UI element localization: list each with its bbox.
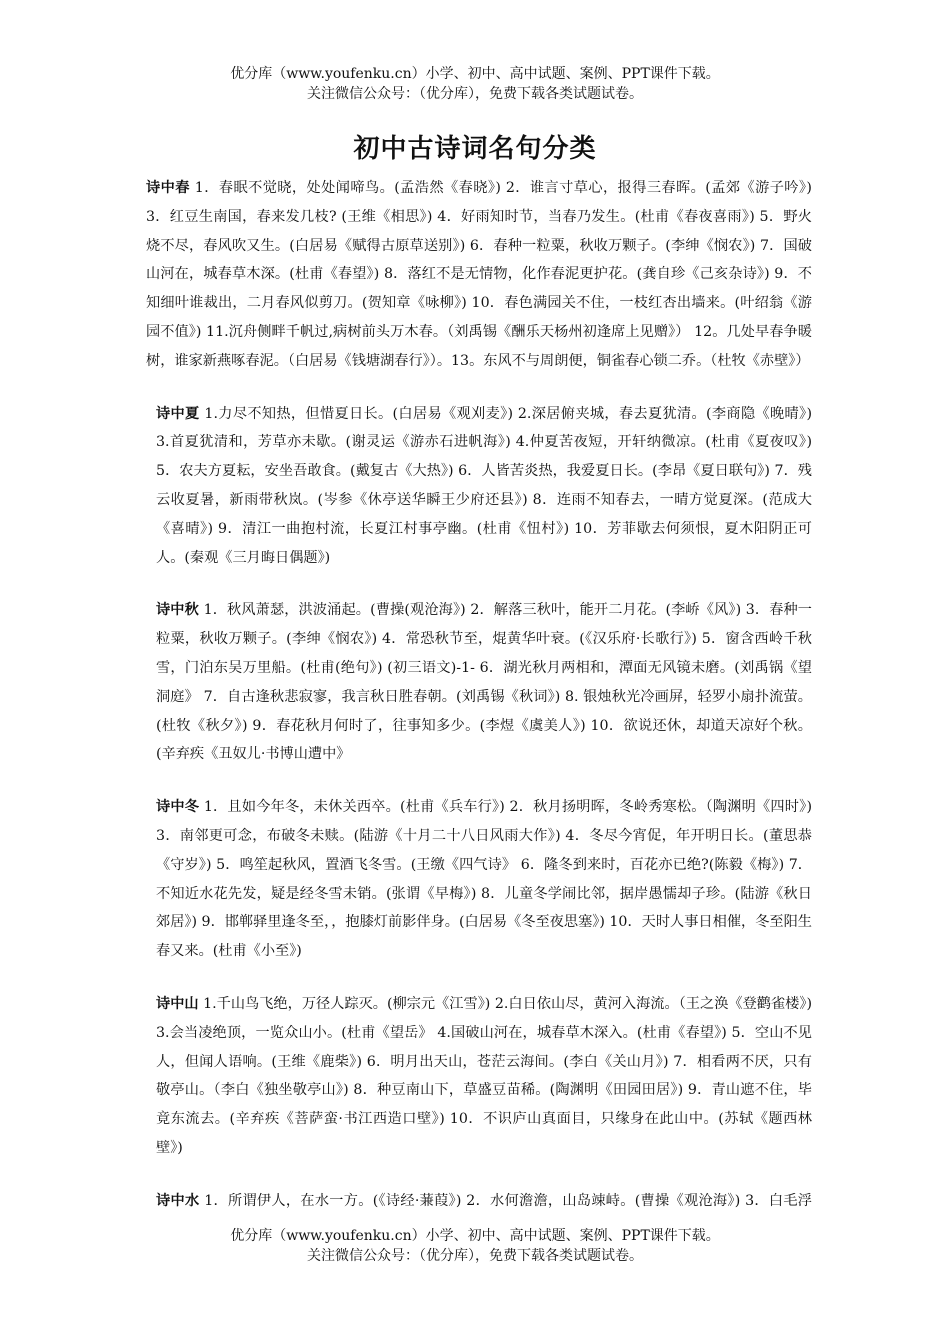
footer-line-1: 优分库（www.youfenku.cn）小学、初中、高中试题、案例、PPT课件下载。 xyxy=(230,1228,720,1244)
page-title: 初中古诗词名句分类 xyxy=(353,134,597,164)
section-water xyxy=(146,1187,812,1214)
section-label: 诗中山 xyxy=(156,995,199,1012)
section-winter xyxy=(146,793,812,966)
page-footer xyxy=(0,1226,950,1266)
section-spring xyxy=(146,174,812,376)
page-header xyxy=(0,64,950,104)
section-mountain xyxy=(146,990,812,1163)
header-line-1: 优分库（www.youfenku.cn）小学、初中、高中试题、案例、PPT课件下载。 xyxy=(230,66,720,82)
section-label: 诗中夏 xyxy=(156,405,200,422)
section-text: 1.千山鸟飞绝，万径人踪灭。(柳宗元《江雪》) 2.白日依山尽，黄河入海流。（王之涣《登鹳雀楼》) 3.会当凌绝顶，一览众山小。(杜甫《望岳》 4.国破山河在，城春草木深入。(杜甫《春望》) 5．空山不见人，但闻人语响。(王维《鹿柴》) 6．明月出天山，苍茫云海间。(李白《关山月》) 7．相看两不厌，只有敬亭山。（李白《独坐敬亭山》) 8．种豆南山下，草盛豆苗稀。(陶渊明《田园田居》) 9．青山遮不住，毕竟东流去。(辛弃疾《菩萨蛮·书江西造口壁》) 10．不识庐山真面目，只缘身在此山中。(苏轼《题西林壁》) xyxy=(156,995,812,1156)
section-text: 1．且如今年冬，未休关西卒。(杜甫《兵车行》) 2．秋月扬明晖，冬岭秀寒松。（陶渊明《四时》) 3．南邻更可念，布破冬未赎。(陆游《十月二十八日风雨大作》) 4．冬尽今宵促，年开明日长。(董思恭《守岁》) 5．鸣笙起秋风，置酒飞冬雪。(王缴《四气诗》 6．隆冬到来时，百花亦已绝?(陈毅《梅》) 7．不知近水花先发，疑是经冬雪未销。(张谓《早梅》) 8．儿童冬学闹比邻，据岸愚懦却子珍。(陆游《秋日郊居》) 9．邯郸驿里逢冬至，，抱膝灯前影伴身。(白居易《冬至夜思塞》) 10．天时人事日相催，冬至阳生春又来。(杜甫《小至》) xyxy=(156,799,812,960)
section-label: 诗中秋 xyxy=(156,602,199,619)
section-label: 诗中春 xyxy=(146,180,190,196)
footer-line-2: 关注微信公众号：（优分库），免费下载各类试题试卷。 xyxy=(307,1248,643,1264)
section-text: 1．秋风萧瑟，洪波涌起。(曹操(观沧海》) 2．解落三秋叶，能开二月花。(李峤《风》) 3．春种一粒粟，秋收万颗子。(李绅《悯农》) 4．常恐秋节至，焜黄华叶衰。(《汉乐府·长歌行》) 5．窗含西岭千秋雪，门泊东吴万里船。(杜甫(绝句》) (初三语文)-1- 6．湖光秋月两相和，潭面无风镜未磨。(刘禹锅《望洞庭》 7．自古逢秋悲寂寥，我言秋日胜春朝。(刘禹锡《秋词》) 8. 银烛秋光冷画屏，轻罗小扇扑流萤。(杜牧《秋夕》) 9．春花秋月何时了，往事知多少。(李煜《虞美人》) 10．欲说还休，却道天凉好个秋。(辛弃疾《丑奴儿·书博山遭中》 xyxy=(156,602,812,763)
section-text: 1．春眠不觉晓，处处闻啼鸟。(孟浩然《春晓》) 2．谁言寸草心，报得三春晖。(孟郊《游子吟》) 3．红豆生南国，春来发几枝? (王维《相思》) 4．好雨知时节，当春乃发生。(杜甫《春夜喜雨》) 5．野火烧不尽，春风吹又生。(白居易《赋得古原草送别》) 6．春种一粒粟，秋收万颗子。(李绅《悯农》) 7．国破山河在，城春草木深。(杜甫《春望》) 8．落红不是无情物，化作春泥更护花。(龚自珍《己亥杂诗》) 9．不知细叶谁裁出，二月春风似剪刀。(贺知章《咏柳》) 10．春色满园关不住，一枝红杏出墙来。(叶绍翁《游园不值》) 11.沉舟侧畔千帆过,病树前头万木春。（刘禹锡《酬乐天杨州初逢席上见赠》） 12。几处早春争暖树，谁家新燕啄春泥。（白居易《钱塘湖春行》）。13。东风不与周朗便，铜雀春心锁二乔。（杜牧《赤壁》） xyxy=(146,180,812,369)
document-body xyxy=(146,174,812,1214)
section-label: 诗中冬 xyxy=(156,799,200,816)
section-label: 诗中水 xyxy=(156,1192,200,1209)
header-line-2: 关注微信公众号：（优分库），免费下载各类试题试卷。 xyxy=(307,86,643,102)
section-summer xyxy=(146,400,812,573)
section-autumn xyxy=(146,596,812,769)
section-text: 1.力尽不知热，但惜夏日长。(白居易《观刈麦》) 2.深居俯夹城，春去夏犹清。(李商隐《晚晴》) 3.首夏犹清和，芳草亦未歇。(谢灵运《游赤石进帆海》) 4.仲夏苦夜短，开轩纳微凉。(杜甫《夏夜叹》) 5．农夫方夏耘，安坐吾敢食。(戴复古《大热》) 6．人皆苦炎热，我爱夏日长。(李昂《夏日联句》) 7．残云收夏暑，新雨带秋岚。(岑参《休亭送华瞬王少府还县》) 8．连雨不知春去，一晴方觉夏深。(范成大《喜晴》) 9．清江一曲抱村流，长夏江村事亭幽。(杜甫《忸村》) 10．芳菲歇去何须恨，夏木阳阴正可人。(秦观《三月晦日偶题》) xyxy=(156,405,812,566)
section-text: 1．所谓伊人，在水一方。(《诗经·蒹葭》) 2．水何澹澹，山岛竦峙。(曹操《观沧海》) 3．白毛浮 xyxy=(204,1192,812,1209)
